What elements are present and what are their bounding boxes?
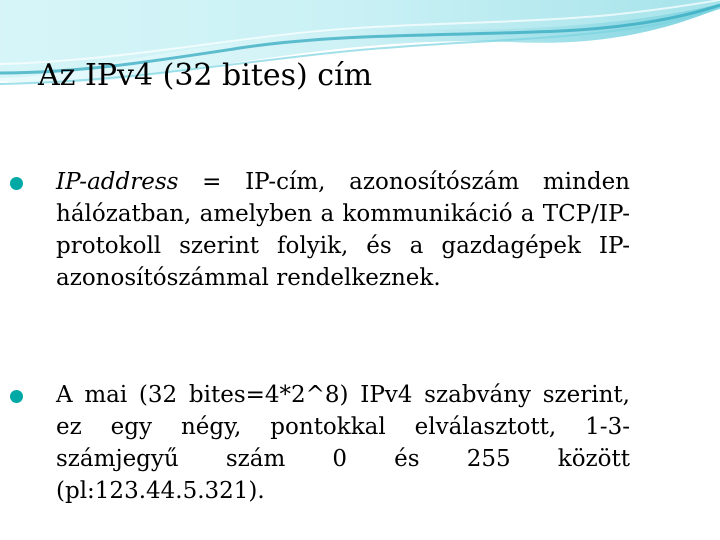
bullet-definition: = IP-cím, azonosítószám minden hálózatban, amelyben a kommunikáció a TCP/IP-protokoll szerint folyik, és a gazdagépek IP-azonosítószámmal rendelkeznek. [56, 169, 630, 291]
bullet-item-ipv4-standard [10, 379, 630, 507]
bullet-item-ip-address [10, 166, 630, 294]
bullet-dot-icon [10, 177, 23, 190]
bullet-term: IP-address [56, 169, 179, 195]
slide-title: Az IPv4 (32 bites) cím [38, 58, 373, 93]
bullet-dot-icon [10, 390, 23, 403]
bullet-text: A mai (32 bites=4*2^8) IPv4 szabvány szerint, ez egy négy, pontokkal elválasztott, 1-3-számjegyű szám 0 és 255 között (pl:123.44.5.321). [56, 382, 630, 504]
bullet-text [56, 166, 630, 294]
